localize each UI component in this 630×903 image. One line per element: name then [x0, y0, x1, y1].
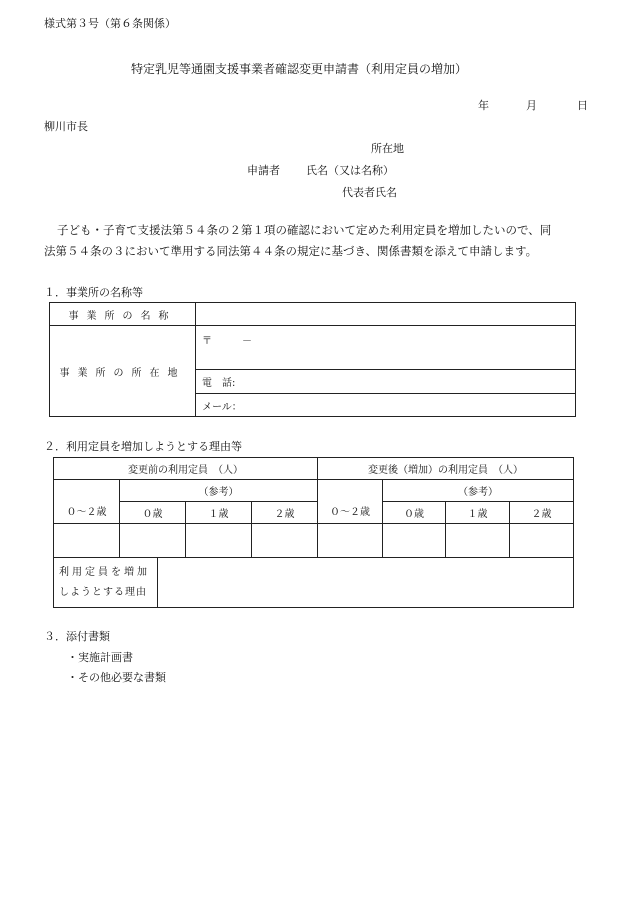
section2-heading: ２．利用定員を増加しようとする理由等 — [44, 440, 242, 453]
capacity-table — [53, 457, 574, 558]
col-after-0-2: ０～２歳 — [318, 480, 383, 524]
after-reference: （参考） — [383, 480, 574, 502]
col-after-2: ２歳 — [510, 502, 574, 524]
before-reference: （参考） — [120, 480, 318, 502]
email-label: メール： — [202, 401, 242, 413]
col-before-1: １歳 — [186, 502, 252, 524]
phone-field[interactable] — [196, 370, 576, 394]
body-line-1: 子ども・子育て支援法第５４条の２第１項の確認において定めた利用定員を増加したいので、同 — [57, 223, 552, 237]
applicant-label: 申請者 — [247, 164, 280, 177]
value-after-0[interactable] — [383, 524, 446, 558]
facility-name-field[interactable] — [196, 303, 576, 326]
before-capacity-header: 変更前の利用定員 （人） — [54, 458, 318, 480]
facility-table — [49, 302, 576, 417]
facility-name-label: 事業所の名称 — [50, 303, 196, 326]
after-capacity-header: 変更後（増加）の利用定員 （人） — [318, 458, 574, 480]
reason-label-line-1: 利用定員を増加 — [59, 566, 150, 578]
value-before-0-2[interactable] — [54, 524, 120, 558]
address-label: 所在地 — [371, 142, 404, 155]
value-after-0-2[interactable] — [318, 524, 383, 558]
reason-table — [53, 557, 574, 608]
phone-label: 電 話: — [202, 378, 236, 389]
reason-label — [54, 558, 158, 608]
email-field[interactable] — [196, 394, 576, 417]
postal-mark: 〒 － — [202, 336, 252, 347]
facility-location-label: 事業所の所在地 — [50, 326, 196, 417]
col-after-1: １歳 — [446, 502, 510, 524]
col-before-0-2: ０～２歳 — [54, 480, 120, 524]
date-year: 年 — [478, 99, 489, 112]
representative-label: 代表者氏名 — [342, 186, 397, 199]
document-title: 特定乳児等通園支援事業者確認変更申請書（利用定員の増加） — [131, 62, 468, 76]
value-after-1[interactable] — [446, 524, 510, 558]
postal-field[interactable] — [196, 326, 576, 370]
reason-label-line-2: しようとする理由 — [59, 586, 147, 598]
body-line-2: 法第５４条の３において準用する同法第４４条の規定に基づき、関係書類を添えて申請します。 — [44, 244, 538, 258]
addressee: 柳川市長 — [44, 120, 88, 133]
date-day: 日 — [577, 99, 588, 112]
section3-heading: ３．添付書類 — [44, 630, 110, 643]
value-after-2[interactable] — [510, 524, 574, 558]
attachment-item-1: ・実施計画書 — [67, 651, 133, 664]
reason-field[interactable] — [158, 558, 574, 608]
form-number: 様式第３号（第６条関係） — [44, 17, 176, 30]
col-before-2: ２歳 — [252, 502, 318, 524]
attachment-item-2: ・その他必要な書類 — [67, 671, 166, 684]
value-before-2[interactable] — [252, 524, 318, 558]
col-before-0: ０歳 — [120, 502, 186, 524]
value-before-0[interactable] — [120, 524, 186, 558]
date-month: 月 — [526, 99, 537, 112]
section1-heading: １．事業所の名称等 — [44, 286, 143, 299]
name-label: 氏名（又は名称） — [306, 164, 394, 177]
col-after-0: ０歳 — [383, 502, 446, 524]
value-before-1[interactable] — [186, 524, 252, 558]
